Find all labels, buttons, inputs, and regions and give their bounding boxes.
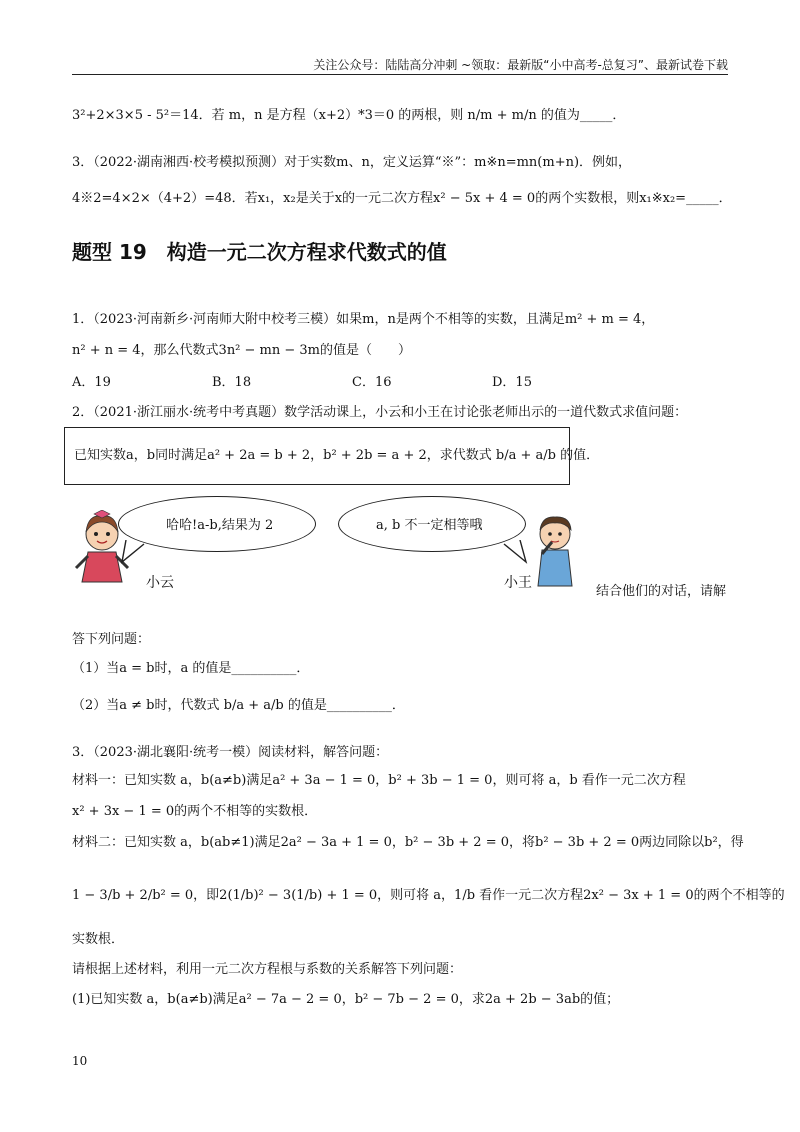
page-number: 10	[72, 1054, 88, 1068]
option-b: B．18	[212, 375, 252, 390]
q2-tail: 结合他们的对话，请解	[596, 584, 727, 599]
q3-material2-a: 材料二：已知实数 a，b(ab≠1)满足2a² − 3a + 1 = 0，b² − 3b + 2 = 0，将b² − 3b + 2 = 0两边同除以b²，得	[72, 835, 744, 850]
name-xiaoyun: 小云	[146, 575, 174, 591]
q2-sub1: （1）当a = b时，a 的值是__________．	[72, 661, 310, 676]
option-a: A．19	[72, 375, 111, 390]
text-line-1: 3²+2×3×5 - 5²＝14．若 m，n 是方程（x+2）*3＝0 的两根，则 n/m + m/n 的值为_____．	[72, 108, 626, 123]
q3-request: 请根据上述材料，利用一元二次方程根与系数的关系解答下列问题：	[72, 962, 463, 977]
bubble-tail-left	[120, 540, 150, 564]
text-line-3: 4※2=4×2×（4+2）=48．若x₁，x₂是关于x的一元二次方程x² − 5x + 4 = 0的两个实数根，则x₁※x₂=_____．	[72, 191, 732, 206]
section-title: 题型 19 构造一元二次方程求代数式的值	[72, 240, 447, 264]
text-line-2: 3．（2022·湖南湘西·校考模拟预测）对于实数m、n，定义运算“※”：m※n=mn(m+n)．例如，	[72, 155, 632, 170]
bubble-left-text: 哈哈!a-b,结果为 2	[166, 518, 274, 533]
q3-material1-b: x² + 3x − 1 = 0的两个不相等的实数根．	[72, 804, 318, 819]
q1-line1: 1．（2023·河南新乡·河南师大附中校考三模）如果m，n是两个不相等的实数，且满足m² + m = 4，	[72, 312, 655, 327]
bubble-tail-right	[498, 540, 528, 564]
q2-line2: 答下列问题：	[72, 632, 151, 647]
q1-line2: n² + n = 4，那么代数式3n² − mn − 3m的值是（ ）	[72, 343, 412, 358]
bubble-right-text: a, b 不一定相等哦	[376, 518, 483, 533]
q2-line1: 2．（2021·浙江丽水·统考中考真题）数学活动课上，小云和小王在讨论张老师出示的一道代数式求值问题：	[72, 405, 688, 420]
header-rule	[72, 74, 728, 75]
q2-sub2: （2）当a ≠ b时，代数式 b/a + a/b 的值是__________．	[72, 698, 405, 713]
q3-part1: (1)已知实数 a，b(a≠b)满足a² − 7a − 2 = 0，b² − 7b − 2 = 0，求2a + 2b − 3ab的值；	[72, 992, 620, 1007]
boy-illustration	[530, 512, 580, 588]
q3-material2-c: 实数根．	[72, 932, 125, 947]
problem-box-text: 已知实数a，b同时满足a² + 2a = b + 2，b² + 2b = a + 2，求代数式 b/a + a/b 的值．	[74, 448, 600, 463]
q3-material2-b: 1 − 3/b + 2/b² = 0，即2(1/b)² − 3(1/b) + 1 = 0，则可将 a，1/b 看作一元二次方程2x² − 3x + 1 = 0的两个不相等的	[72, 888, 785, 903]
q1-options	[72, 371, 632, 390]
page-header: 关注公众号：陆陆高分冲刺 ~领取：最新版“小中高考-总复习”、最新试卷下载	[313, 58, 728, 72]
option-c: C．16	[352, 375, 392, 390]
option-d: D．15	[492, 375, 532, 390]
q3-line1: 3．（2023·湖北襄阳·统考一模）阅读材料，解答问题：	[72, 745, 389, 760]
name-xiaowang: 小王	[504, 575, 532, 591]
q3-material1-a: 材料一：已知实数 a，b(a≠b)满足a² + 3a − 1 = 0，b² + 3b − 1 = 0，则可将 a，b 看作一元二次方程	[72, 773, 686, 788]
